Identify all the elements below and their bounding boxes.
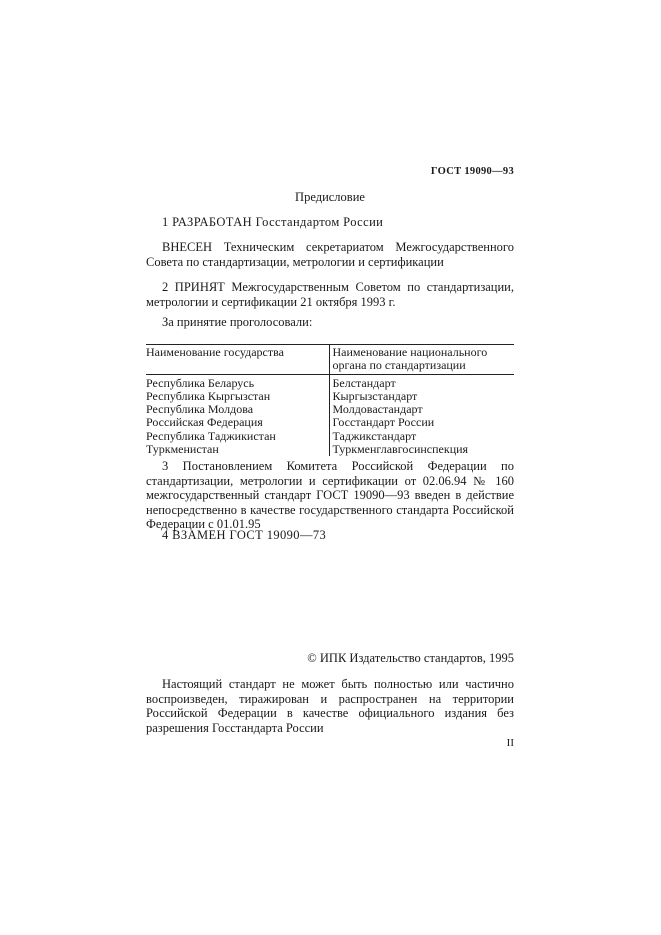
- preface-title: Предисловие: [295, 190, 365, 204]
- body-cell: Молдовастандарт: [329, 403, 514, 416]
- table-row: [146, 443, 514, 456]
- item-enacted: 3 Постановлением Комитета Российской Федерации по стандартизации, метрологии и сертификации от 02.06.94 № 160 межгосударственный стандарт ГОСТ 19090—93 введен в действие непосредственно в качестве государственного стандарта Российской Федерации с 01.01.95: [146, 459, 514, 531]
- document-code: ГОСТ 19090—93: [430, 166, 514, 177]
- body-cell: Белстандарт: [329, 374, 514, 390]
- state-cell: Республика Беларусь: [146, 375, 255, 390]
- table-header-row: [146, 345, 514, 375]
- voting-table: [146, 344, 514, 456]
- item-replaces: 4 ВЗАМЕН ГОСТ 19090—73: [162, 528, 327, 542]
- body-cell: Туркменглавгосинспекция: [329, 443, 514, 456]
- state-cell: Туркменистан: [146, 442, 219, 457]
- reproduction-notice: Настоящий стандарт не может быть полностью или частично воспроизведен, тиражирован и распространен на территории Российской Федерации в качестве официального издания без разрешения Госстандарта России: [146, 677, 514, 735]
- item-adopted: 2 ПРИНЯТ Межгосударственным Советом по стандартизации, метрологии и сертификации 21 октября 1993 г.: [146, 280, 514, 309]
- table-row: [146, 390, 514, 403]
- body-cell: Кыргызстандарт: [329, 390, 514, 403]
- item-introduced: ВНЕСЕН Техническим секретариатом Межгосударственного Совета по стандартизации, метрологии и сертификации: [146, 240, 514, 269]
- column-header-body: Наименование национального органа по стандартизации: [329, 345, 514, 375]
- copyright-line: © ИПК Издательство стандартов, 1995: [307, 651, 514, 665]
- state-cell: Российская Федерация: [146, 415, 263, 430]
- table-row: [146, 374, 514, 390]
- state-cell: Республика Молдова: [146, 402, 254, 417]
- state-cell: Республика Кыргызстан: [146, 388, 271, 403]
- state-cell: Республика Таджикистан: [146, 428, 276, 443]
- column-header-state: Наименование государства: [146, 345, 329, 375]
- table-row: [146, 430, 514, 443]
- table-row: [146, 416, 514, 429]
- table-row: [146, 403, 514, 416]
- voted-label: За принятие проголосовали:: [162, 315, 313, 329]
- body-cell: Госстандарт России: [329, 416, 514, 429]
- item-developed: 1 РАЗРАБОТАН Госстандартом России: [162, 215, 384, 229]
- page-number: II: [506, 737, 514, 749]
- body-cell: Таджикстандарт: [329, 430, 514, 443]
